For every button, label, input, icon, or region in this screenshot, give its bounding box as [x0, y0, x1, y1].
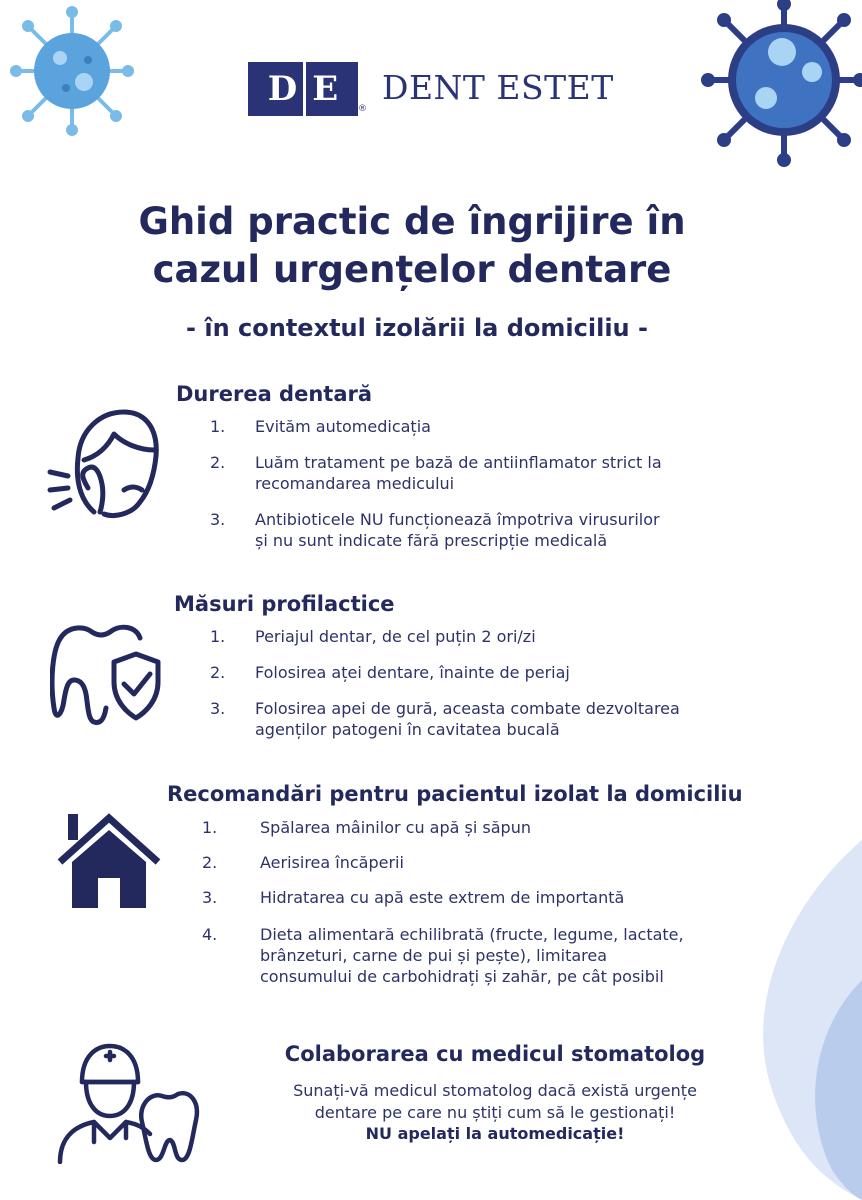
logo-letter: D — [267, 69, 298, 109]
virus-icon — [700, 0, 862, 168]
item-number: 2. — [210, 453, 226, 472]
logo-letter: E — [312, 69, 339, 109]
brand-name: DENT ESTET — [382, 68, 614, 107]
tooth-shield-icon — [50, 622, 170, 726]
section-title-prophylaxis: Măsuri profilactice — [174, 592, 395, 616]
decorative-wave — [702, 840, 862, 1200]
item-number: 4. — [202, 925, 218, 944]
page-title — [0, 198, 824, 294]
item-number: 1. — [202, 818, 218, 837]
item-text: brânzeturi, carne de pui și pește), limitarea — [260, 946, 608, 965]
item-text: Folosirea aței dentare, înainte de periaj — [255, 663, 570, 682]
item-text: recomandarea medicului — [255, 474, 455, 493]
item-text: Spălarea mâinilor cu apă și săpun — [260, 818, 531, 837]
item-text: Luăm tratament pe bază de antiinflamator strict la — [255, 453, 662, 472]
item-number: 2. — [202, 853, 218, 872]
title-line: Ghid practic de îngrijire în — [138, 200, 686, 243]
item-text: și nu sunt indicate fără prescripție medicală — [255, 531, 608, 550]
item-text: Folosirea apei de gură, aceasta combate dezvoltarea — [255, 699, 680, 718]
item-number: 2. — [210, 663, 226, 682]
logo — [248, 62, 358, 116]
contact-warning: NU apelați la automedicație! — [365, 1124, 625, 1143]
section-title-toothache: Durerea dentară — [176, 382, 373, 406]
item-number: 3. — [210, 699, 226, 718]
title-line: cazul urgențelor dentare — [152, 248, 672, 291]
item-text: Hidratarea cu apă este extrem de importantă — [260, 888, 625, 907]
item-number: 1. — [210, 417, 226, 436]
contact-text-line: dentare pe care nu știți cum să le gestionați! — [314, 1103, 676, 1122]
logo-divider — [303, 62, 306, 116]
contact-text-line: Sunați-vă medicul stomatolog dacă există urgențe — [293, 1081, 697, 1100]
item-number: 3. — [202, 888, 218, 907]
item-number: 1. — [210, 627, 226, 646]
virus-icon — [8, 4, 136, 138]
dentist-icon — [54, 1042, 200, 1164]
item-text: agenților patogeni în cavitatea bucală — [255, 720, 560, 739]
registered-mark: ® — [358, 104, 367, 114]
house-icon — [56, 812, 162, 910]
item-text: Aerisirea încăperii — [260, 853, 404, 872]
item-text: Periajul dentar, de cel puțin 2 ori/zi — [255, 627, 536, 646]
face-toothache-icon — [44, 402, 164, 526]
item-text: Evităm automedicația — [255, 417, 431, 436]
contact-title: Colaborarea cu medicul stomatolog — [284, 1042, 706, 1066]
section-title-isolation: Recomandări pentru pacientul izolat la domiciliu — [167, 782, 743, 806]
contact-text — [230, 1080, 760, 1124]
item-text: consumului de carbohidrați și zahăr, pe cât posibil — [260, 967, 664, 986]
page-subtitle: - în contextul izolării la domiciliu - — [186, 314, 648, 342]
item-number: 3. — [210, 510, 226, 529]
item-text: Antibioticele NU funcționează împotriva virusurilor — [255, 510, 660, 529]
item-text: Dieta alimentară echilibrată (fructe, legume, lactate, — [260, 925, 684, 944]
